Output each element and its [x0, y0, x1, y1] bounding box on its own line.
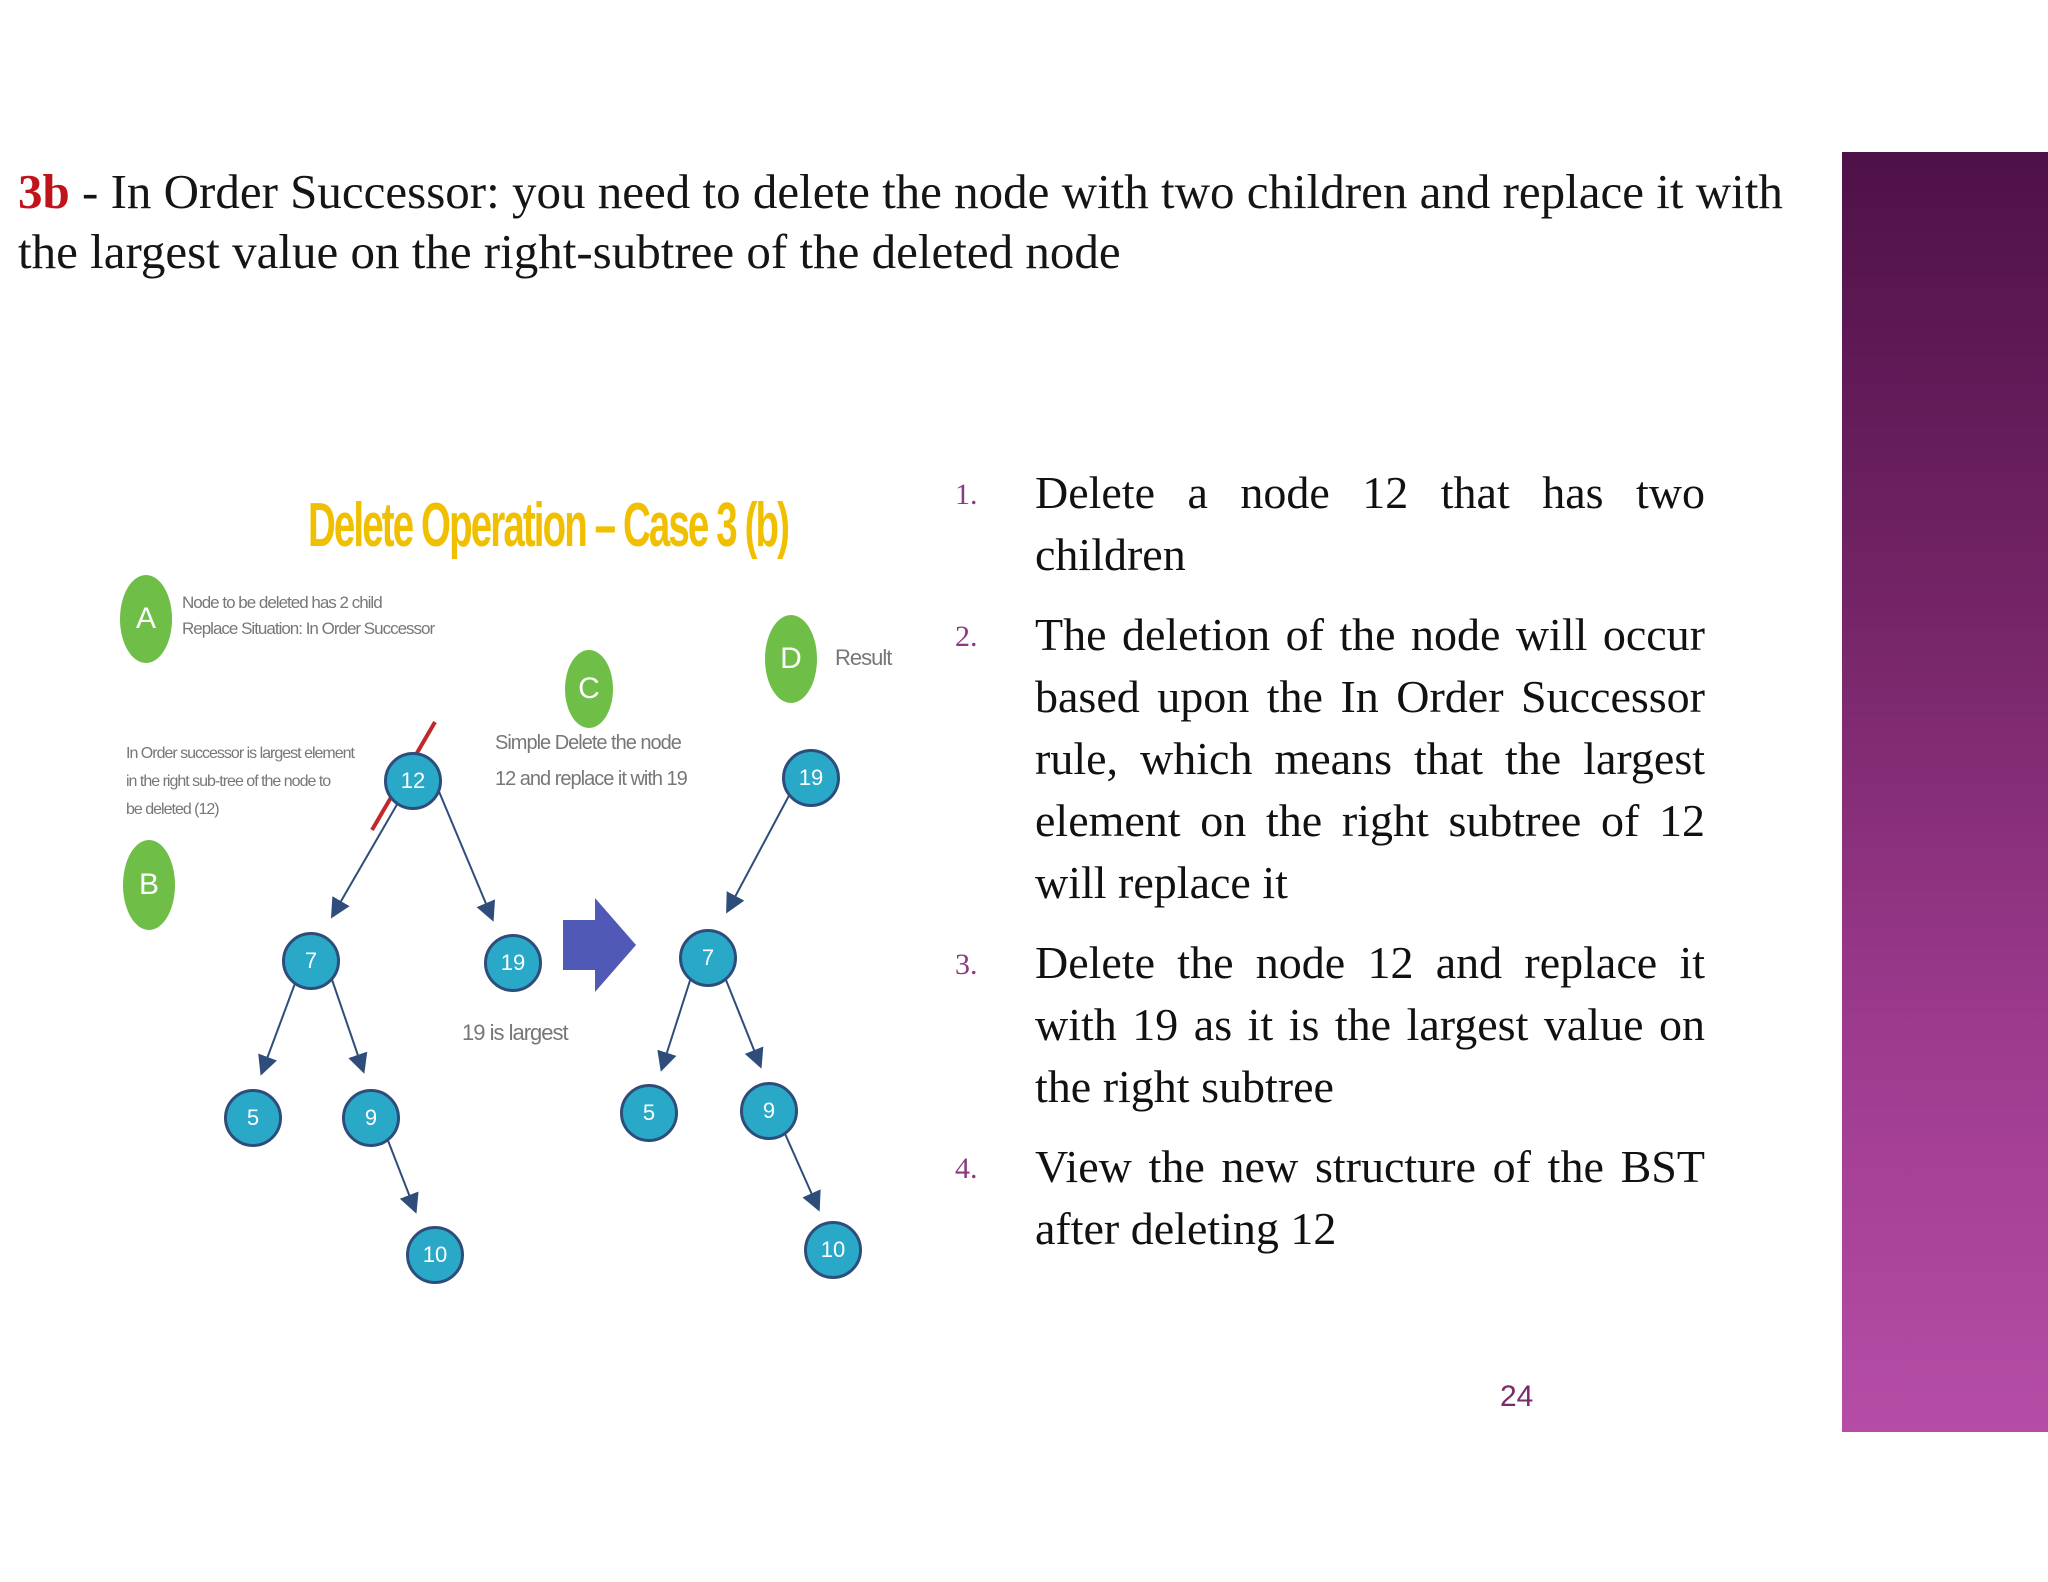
step-item: [955, 462, 1705, 586]
step-text: View the new structure of the BST after deleting 12: [1035, 1141, 1705, 1254]
tree-node: 9: [342, 1089, 400, 1147]
slide-heading: [18, 162, 1818, 282]
note-largest: 19 is largest: [462, 1020, 568, 1045]
decorative-sidebar: [1842, 152, 2048, 1432]
step-text: Delete a node 12 that has two children: [1035, 467, 1705, 580]
edge-12-19: [435, 782, 492, 918]
badge-d: D: [765, 615, 817, 703]
tree-node: 10: [804, 1221, 862, 1279]
tree-node: 5: [620, 1084, 678, 1142]
tree-node: 19: [484, 934, 542, 992]
transform-arrow: [563, 898, 636, 992]
tree-node: 9: [740, 1082, 798, 1140]
tree-node: 5: [224, 1089, 282, 1147]
heading-text: - In Order Successor: you need to delete the node with two children and replace it with the largest value on the right-subtree of the deleted node: [18, 164, 1783, 279]
step-text: The deletion of the node will occur based upon the In Order Successor rule, which means that the largest element on the right subtree of 12 will replace it: [1035, 609, 1705, 908]
page-number: 24: [1500, 1380, 1534, 1413]
edge-7-9: [328, 968, 363, 1070]
step-number: 2.: [955, 620, 978, 653]
note-b: In Order successor is largest element in the right sub-tree of the node to be deleted (12): [126, 745, 354, 818]
diagram-title: Delete Operation – Case 3 (b): [308, 491, 789, 560]
badge-c: C: [565, 650, 613, 728]
step-number: 4.: [955, 1152, 978, 1185]
heading-tag: 3b: [18, 164, 70, 219]
steps-list: [955, 462, 1705, 1278]
note-a: Node to be deleted has 2 child Replace Situation: In Order Successor: [182, 593, 435, 638]
step-number: 3.: [955, 948, 978, 981]
step-item: [955, 604, 1705, 914]
note-d: Result: [835, 645, 892, 670]
badge-a: A: [120, 575, 172, 663]
note-c: Simple Delete the node 12 and replace it with 19: [495, 732, 687, 790]
step-item: [955, 932, 1705, 1118]
step-text: Delete the node 12 and replace it with 19 as it is the largest value on the right subtree: [1035, 937, 1705, 1112]
badge-b: B: [123, 840, 175, 930]
tree-node: 12: [384, 752, 442, 810]
step-item: [955, 1136, 1705, 1260]
step-number: 1.: [955, 478, 978, 511]
tree-node: 10: [406, 1226, 464, 1284]
tree-node: 7: [679, 929, 737, 987]
bst-delete-diagram: [110, 490, 900, 1300]
tree-node: 19: [782, 749, 840, 807]
tree-node: 7: [282, 932, 340, 990]
